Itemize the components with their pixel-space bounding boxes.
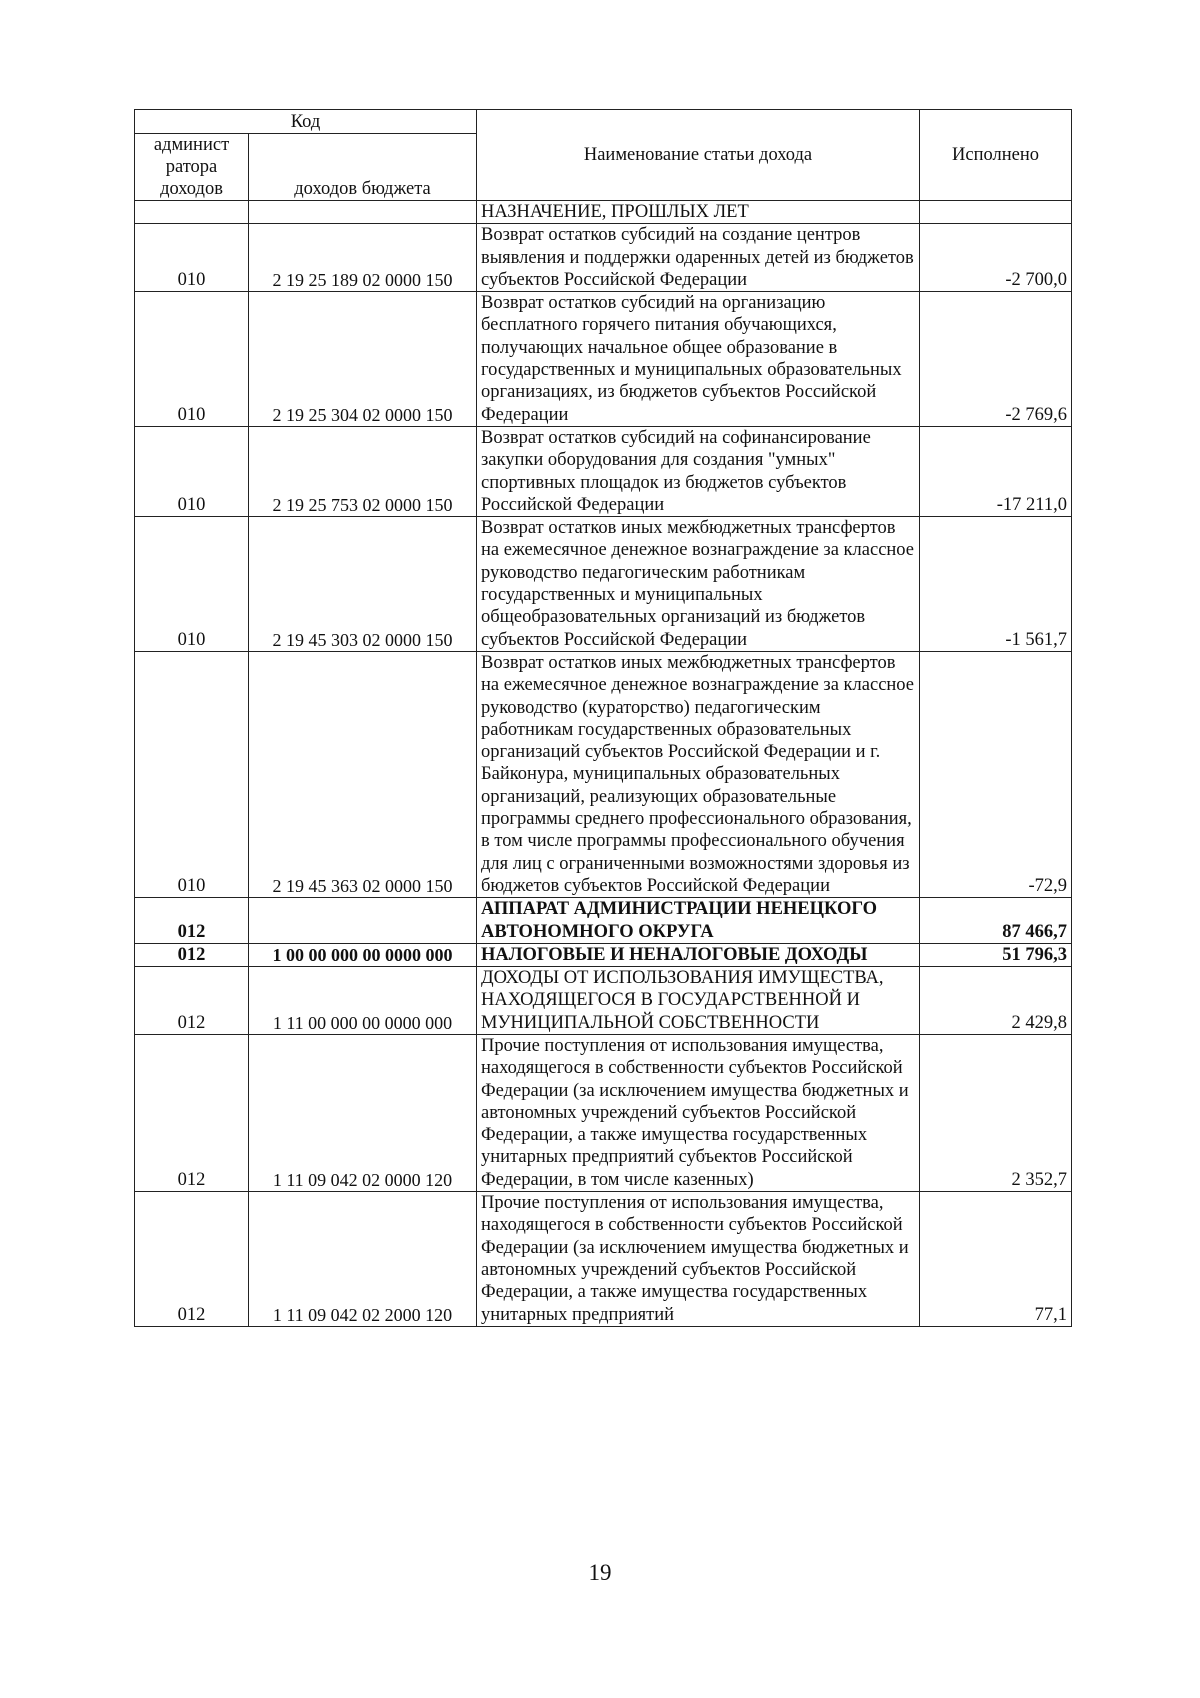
executed-amount-cell: -2 700,0 <box>920 224 1072 292</box>
admin-code-cell: 010 <box>135 517 249 652</box>
admin-code-cell: 010 <box>135 224 249 292</box>
budget-code-cell: 1 00 00 000 00 0000 000 <box>249 943 477 966</box>
executed-column-header: Исполнено <box>920 110 1072 201</box>
executed-amount-cell <box>920 201 1072 224</box>
revenue-name-cell: Возврат остатков субсидий на организацию бесплатного горячего питания обучающихся, получающих начальное общее образование в государственных и муниципальных образовательных организациях, из бюджетов субъектов Российской Федерации <box>477 292 920 427</box>
executed-amount-cell: 87 466,7 <box>920 898 1072 944</box>
budget-code-cell: 2 19 25 304 02 0000 150 <box>249 292 477 427</box>
table-row <box>135 517 1072 652</box>
executed-amount-cell: 77,1 <box>920 1192 1072 1327</box>
budget-code-cell: 2 19 25 189 02 0000 150 <box>249 224 477 292</box>
executed-amount-cell: -72,9 <box>920 651 1072 897</box>
admin-column-header: админист ратора доходов <box>135 134 249 201</box>
table-body <box>135 201 1072 1327</box>
budget-code-cell <box>249 201 477 224</box>
revenue-name-cell: НАЗНАЧЕНИЕ, ПРОШЛЫХ ЛЕТ <box>477 201 920 224</box>
budget-code-cell: 2 19 45 363 02 0000 150 <box>249 651 477 897</box>
executed-amount-cell: 2 352,7 <box>920 1034 1072 1191</box>
revenue-name-cell: Прочие поступления от использования имущества, находящегося в собственности субъектов Российской Федерации (за исключением имущества бюджетных и автономных учреждений субъектов Российской Федерации, а также имущества государственных унитарных предприятий субъектов Российской Федерации, в том числе казенных) <box>477 1034 920 1191</box>
table-row <box>135 943 1072 966</box>
executed-amount-cell: -1 561,7 <box>920 517 1072 652</box>
revenue-name-cell: АППАРАТ АДМИНИСТРАЦИИ НЕНЕЦКОГО АВТОНОМНОГО ОКРУГА <box>477 898 920 944</box>
budget-code-cell: 1 11 09 042 02 2000 120 <box>249 1192 477 1327</box>
admin-code-cell: 012 <box>135 898 249 944</box>
revenue-name-cell: Прочие поступления от использования имущества, находящегося в собственности субъектов Российской Федерации (за исключением имущества бюджетных и автономных учреждений субъектов Российской Федерации, а также имущества государственных унитарных предприятий <box>477 1192 920 1327</box>
table-row <box>135 201 1072 224</box>
budget-code-cell <box>249 898 477 944</box>
admin-code-cell: 010 <box>135 292 249 427</box>
budget-code-cell: 2 19 25 753 02 0000 150 <box>249 426 477 516</box>
admin-code-cell: 012 <box>135 967 249 1035</box>
revenue-name-cell: НАЛОГОВЫЕ И НЕНАЛОГОВЫЕ ДОХОДЫ <box>477 943 920 966</box>
executed-amount-cell: -2 769,6 <box>920 292 1072 427</box>
admin-code-cell <box>135 201 249 224</box>
name-column-header: Наименование статьи дохода <box>477 110 920 201</box>
table-row <box>135 292 1072 427</box>
revenue-name-cell: Возврат остатков субсидий на софинансирование закупки оборудования для создания "умных" спортивных площадок из бюджетов субъектов Российской Федерации <box>477 426 920 516</box>
admin-code-cell: 012 <box>135 1034 249 1191</box>
budget-code-cell: 2 19 45 303 02 0000 150 <box>249 517 477 652</box>
revenue-table <box>134 109 1072 1327</box>
revenue-name-cell: Возврат остатков иных межбюджетных трансфертов на ежемесячное денежное вознаграждение за классное руководство педагогическим работникам государственных и муниципальных общеобразовательных организаций из бюджетов субъектов Российской Федерации <box>477 517 920 652</box>
code-column-header: доходов бюджета <box>249 134 477 201</box>
table-header <box>135 110 1072 201</box>
budget-code-cell: 1 11 00 000 00 0000 000 <box>249 967 477 1035</box>
admin-code-cell: 012 <box>135 1192 249 1327</box>
page-number: 19 <box>588 1560 612 1585</box>
revenue-name-cell: ДОХОДЫ ОТ ИСПОЛЬЗОВАНИЯ ИМУЩЕСТВА, НАХОДЯЩЕГОСЯ В ГОСУДАРСТВЕННОЙ И МУНИЦИПАЛЬНОЙ СОБСТВЕННОСТИ <box>477 967 920 1035</box>
executed-amount-cell: -17 211,0 <box>920 426 1072 516</box>
table-row <box>135 651 1072 897</box>
admin-code-cell: 012 <box>135 943 249 966</box>
admin-code-cell: 010 <box>135 426 249 516</box>
table-row <box>135 967 1072 1035</box>
table-row <box>135 426 1072 516</box>
admin-code-cell: 010 <box>135 651 249 897</box>
revenue-name-cell: Возврат остатков субсидий на создание центров выявления и поддержки одаренных детей из бюджетов субъектов Российской Федерации <box>477 224 920 292</box>
revenue-name-cell: Возврат остатков иных межбюджетных трансфертов на ежемесячное денежное вознаграждение за классное руководство (кураторство) педагогическим работникам государственных образовательных организаций субъектов Российской Федерации и г. Байконура, муниципальных образовательных организаций, реализующих образовательные программы среднего профессионального образования, в том числе программы профессионального обучения для лиц с ограниченными возможностями здоровья из бюджетов субъектов Российской Федерации <box>477 651 920 897</box>
table-row <box>135 224 1072 292</box>
table-row <box>135 1034 1072 1191</box>
executed-amount-cell: 2 429,8 <box>920 967 1072 1035</box>
table-row <box>135 898 1072 944</box>
code-group-header: Код <box>135 110 477 134</box>
executed-amount-cell: 51 796,3 <box>920 943 1072 966</box>
table-row <box>135 1192 1072 1327</box>
budget-code-cell: 1 11 09 042 02 0000 120 <box>249 1034 477 1191</box>
